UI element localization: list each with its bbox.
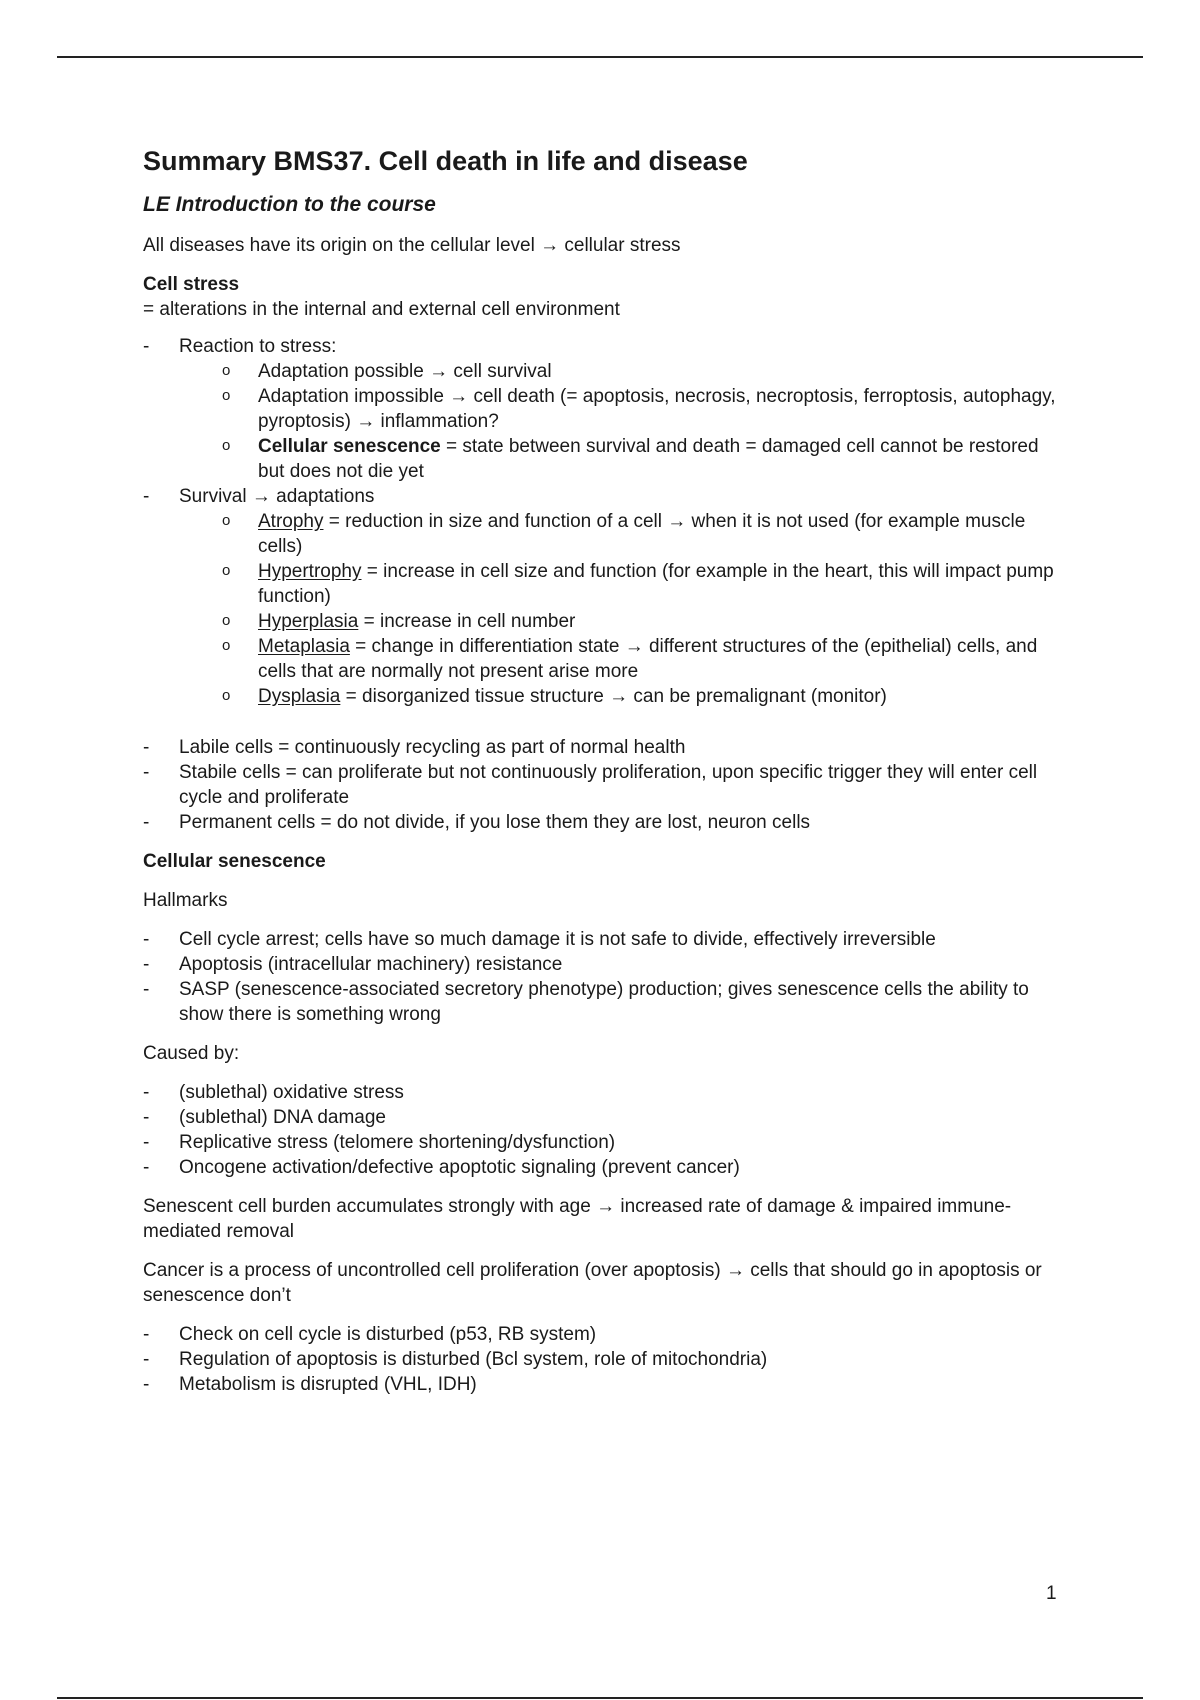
bottom-rule (57, 1697, 1143, 1699)
causes-list (143, 1080, 1063, 1180)
list-item: - Stabile cells = can proliferate but not continuously proliferation, upon specific trigger they will enter cell cycle and proliferate (143, 760, 1063, 810)
list-item (179, 559, 1063, 609)
cell-stress-heading: Cell stress (143, 274, 240, 295)
caused-by-label: Caused by: (143, 1043, 240, 1064)
adaptation-text: = increase in cell size and function (for example in the heart, this will impact pump function) (258, 561, 1054, 607)
cancer-list (143, 1322, 1063, 1397)
cancer-paragraph: Cancer is a process of uncontrolled cell proliferation (over apoptosis) → cells that should go in apoptosis or senescence don’t (143, 1260, 1042, 1306)
document-title: Summary BMS37. Cell death in life and disease (143, 146, 748, 176)
cell-types-list (143, 735, 1063, 835)
list-item: - Apoptosis (intracellular machinery) resistance (143, 952, 1063, 977)
list-item (143, 484, 1063, 709)
senescence-term: Cellular senescence (258, 436, 441, 457)
adaptation-text: = increase in cell number (358, 611, 576, 632)
list-item (179, 634, 1063, 684)
list-item: - Replicative stress (telomere shortening/dysfunction) (143, 1130, 1063, 1155)
list-item: - Metabolism is disrupted (VHL, IDH) (143, 1372, 1063, 1397)
survival-label: Survival → adaptations (179, 486, 375, 507)
list-item: - Labile cells = continuously recycling as part of normal health (143, 735, 1063, 760)
hallmarks-label: Hallmarks (143, 890, 228, 911)
cell-stress-definition: = alterations in the internal and external cell environment (143, 299, 620, 320)
adaptation-text: = disorganized tissue structure → can be premalignant (monitor) (340, 686, 887, 707)
adaptation-text: = reduction in size and function of a cell → when it is not used (for example muscle cells) (258, 511, 1026, 557)
list-item: - SASP (senescence-associated secretory phenotype) production; gives senescence cells the ability to show there is something wrong (143, 977, 1063, 1027)
list-item (179, 509, 1063, 559)
adaptation-term: Atrophy (258, 511, 324, 532)
list-item: - Check on cell cycle is disturbed (p53, RB system) (143, 1322, 1063, 1347)
list-item (179, 684, 1063, 709)
list-item: - Cell cycle arrest; cells have so much damage it is not safe to divide, effectively irreversible (143, 927, 1063, 952)
reaction-label: Reaction to stress: (179, 336, 337, 357)
adaptation-term: Hypertrophy (258, 561, 362, 582)
list-item (179, 434, 1063, 484)
senescence-heading: Cellular senescence (143, 851, 326, 872)
adaptation-term: Hyperplasia (258, 611, 359, 632)
list-item: - Oncogene activation/defective apoptotic signaling (prevent cancer) (143, 1155, 1063, 1180)
list-item: o Adaptation possible → cell survival (179, 359, 1063, 384)
intro-text: All diseases have its origin on the cellular level → cellular stress (143, 235, 681, 256)
page-number: 1 (1046, 1583, 1057, 1604)
list-item: o Adaptation impossible → cell death (= apoptosis, necrosis, necroptosis, ferroptosis, autophagy, pyroptosis) → inflammation? (179, 384, 1063, 434)
spacer (143, 723, 1063, 735)
list-item (143, 334, 1063, 484)
adaptations-sublist (179, 509, 1063, 709)
list-item: - Permanent cells = do not divide, if you lose them they are lost, neuron cells (143, 810, 1063, 835)
list-item: - Regulation of apoptosis is disturbed (Bcl system, role of mitochondria) (143, 1347, 1063, 1372)
adaptation-term: Dysplasia (258, 686, 341, 707)
list-item: - (sublethal) DNA damage (143, 1105, 1063, 1130)
section-subtitle: LE Introduction to the course (143, 193, 436, 216)
adaptation-text: = change in differentiation state → different structures of the (epithelial) cells, and cells that are normally not present arise more (258, 636, 1038, 682)
cell-stress-list (143, 334, 1063, 709)
top-rule (57, 56, 1143, 58)
hallmarks-list (143, 927, 1063, 1027)
senescence-definition: = state between survival and death = damaged cell cannot be restored but does not die yet (258, 436, 1039, 482)
document-body (143, 138, 1063, 1411)
adaptation-term: Metaplasia (258, 636, 350, 657)
list-item (179, 609, 1063, 634)
reaction-sublist (179, 359, 1063, 484)
burden-paragraph: Senescent cell burden accumulates strongly with age → increased rate of damage & impaired immune-mediated removal (143, 1196, 1012, 1242)
list-item: - (sublethal) oxidative stress (143, 1080, 1063, 1105)
